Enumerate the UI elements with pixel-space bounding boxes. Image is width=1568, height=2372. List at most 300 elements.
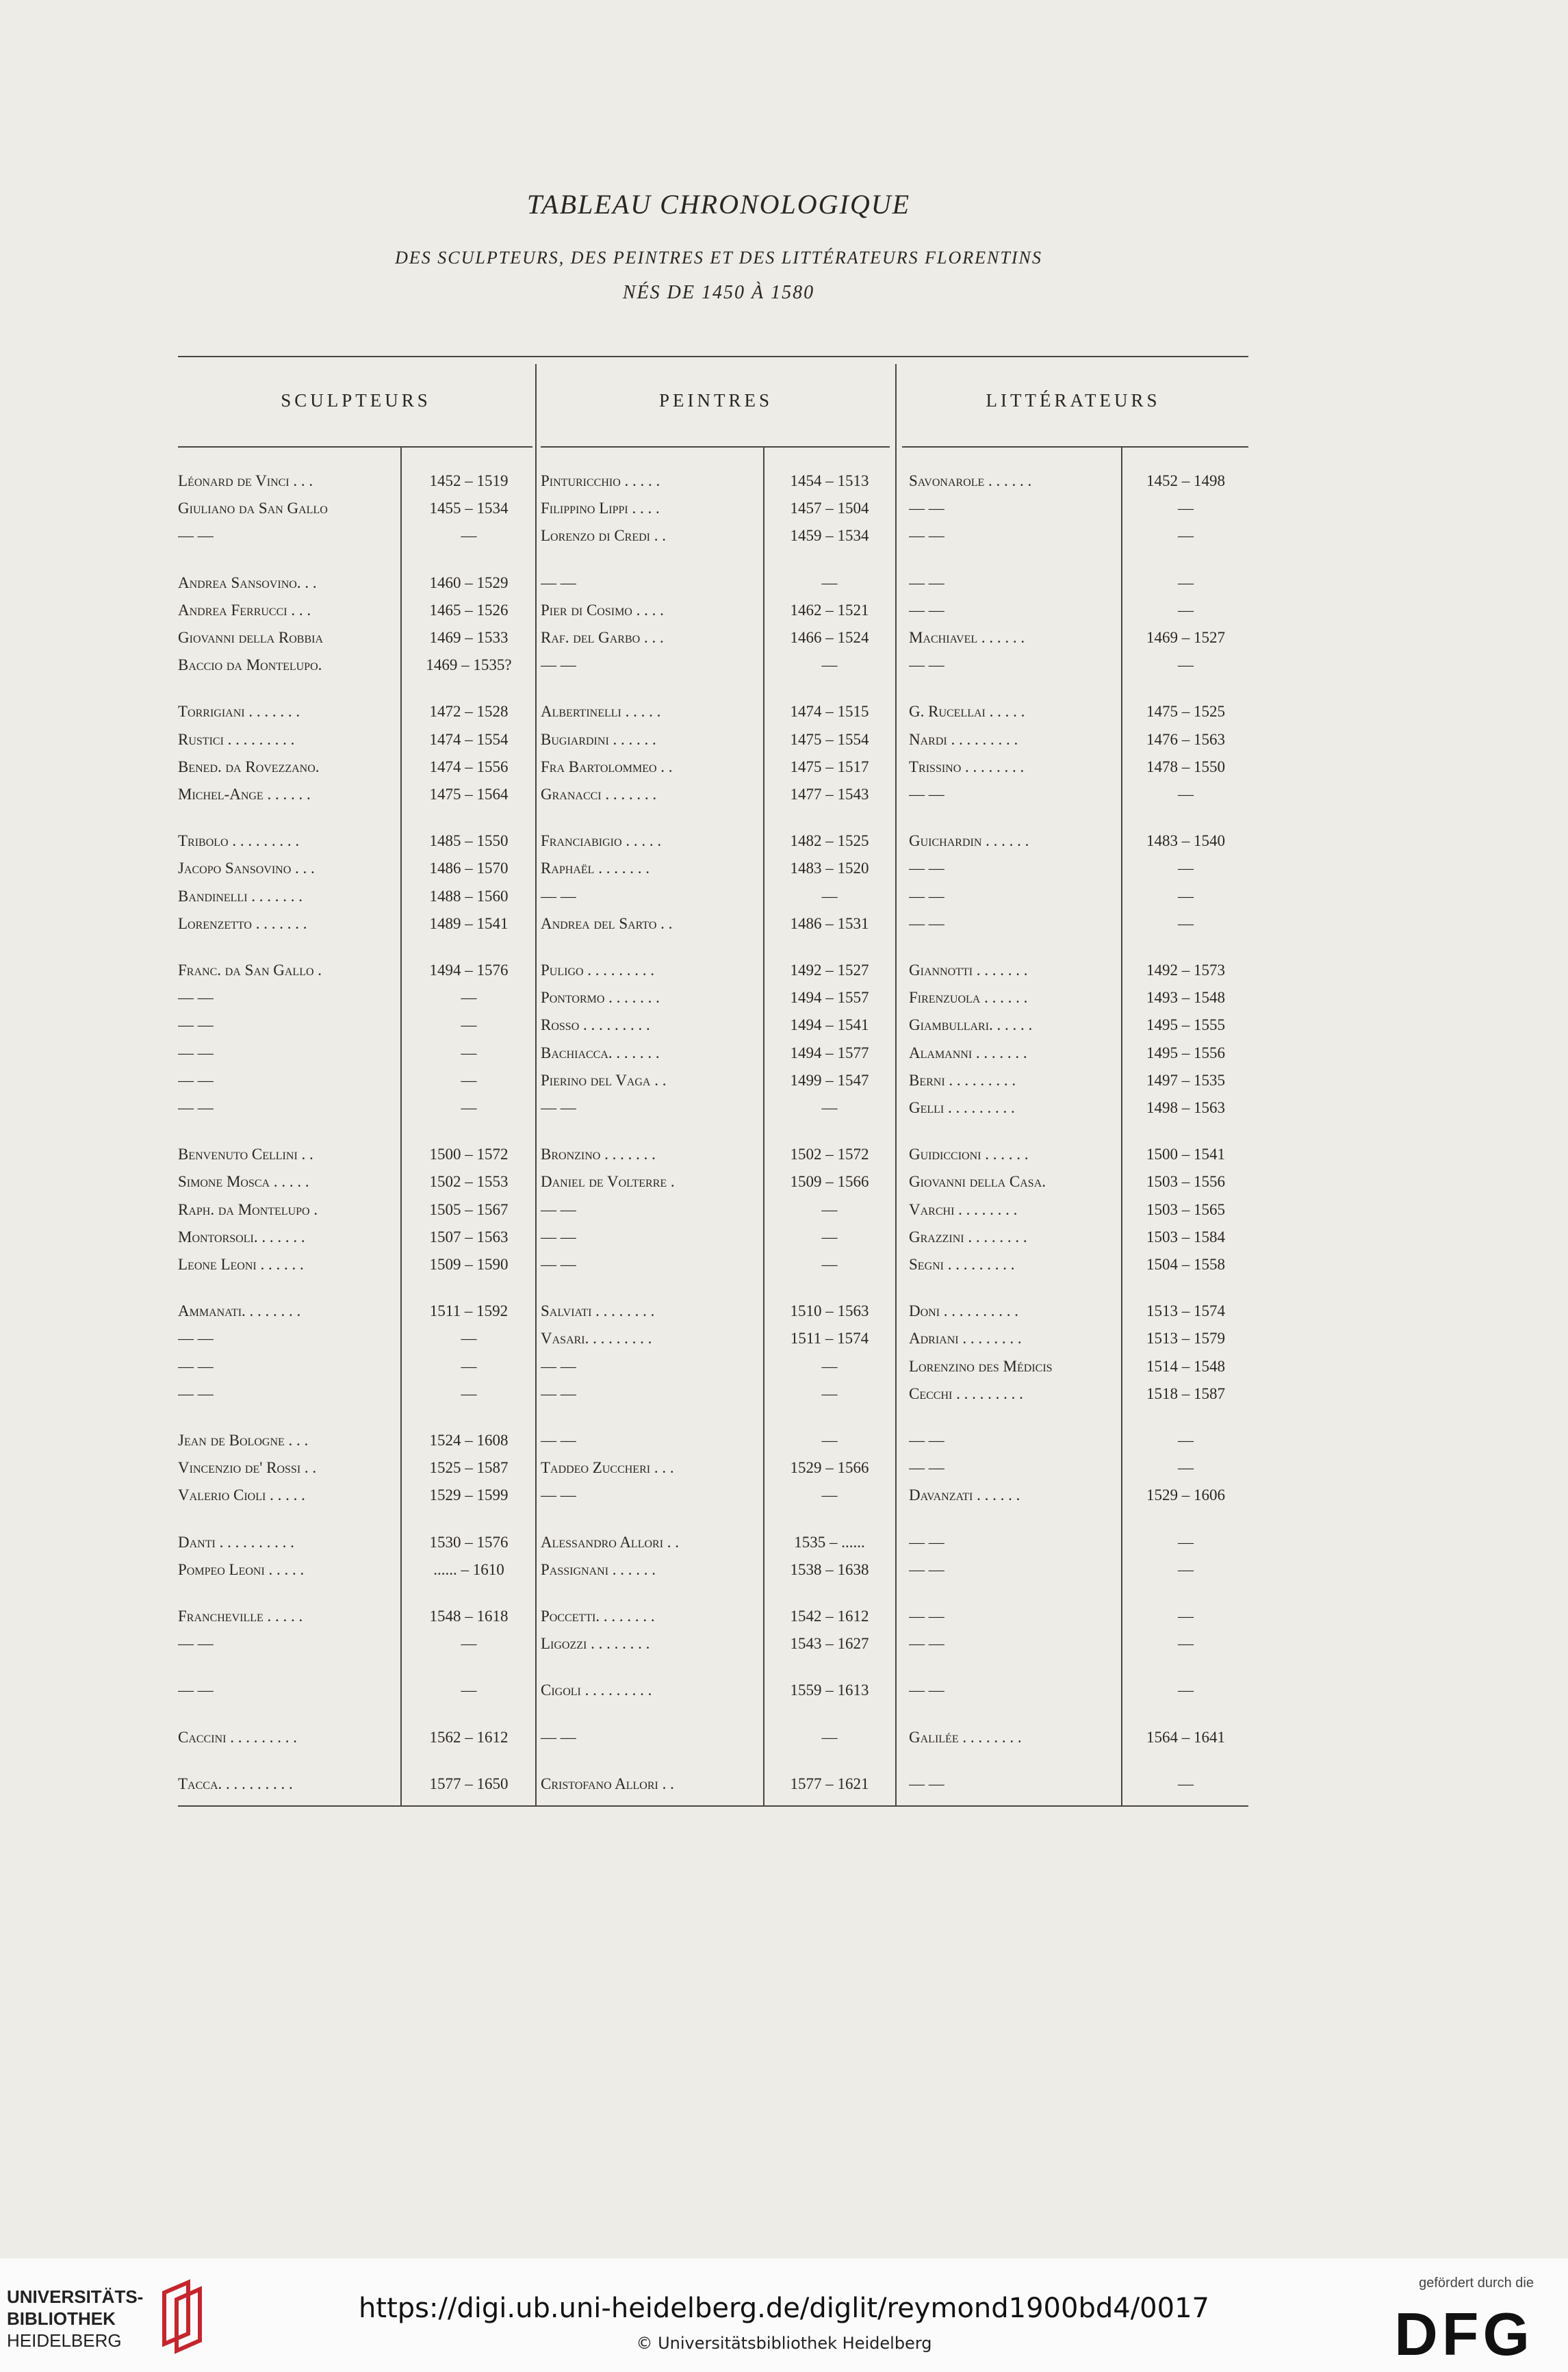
painter-name: — — xyxy=(541,1432,576,1449)
sculptor-name: Danti . . . . . . . . . . xyxy=(178,1533,294,1551)
sculptor-name: Andrea Ferrucci . . . xyxy=(178,601,311,619)
writer-dates: — xyxy=(1178,1432,1194,1449)
sculptor-dates: — xyxy=(461,527,477,545)
painter-dates: — xyxy=(821,573,838,591)
painter-name: — — xyxy=(541,1228,576,1246)
sculptor-dates: — xyxy=(461,1071,477,1089)
writer-name: — — xyxy=(909,527,944,545)
writer-name: Gelli . . . . . . . . . xyxy=(909,1099,1015,1116)
writer-name: G. Rucellai . . . . . xyxy=(909,703,1025,721)
sculptor-dates: — xyxy=(461,1099,477,1116)
painter-dates: — xyxy=(821,1728,838,1746)
painter-dates: 1454 – 1513 xyxy=(790,472,869,489)
writer-name: — — xyxy=(909,887,944,905)
writer-dates: 1529 – 1606 xyxy=(1146,1486,1225,1504)
painter-dates: 1482 – 1525 xyxy=(790,832,869,850)
sculptor-dates: — xyxy=(461,989,477,1007)
painter-dates: 1457 – 1504 xyxy=(790,500,869,517)
writer-dates: — xyxy=(1178,914,1194,932)
sculptor-dates: 1469 – 1535? xyxy=(426,656,512,674)
sculptor-dates: 1475 – 1564 xyxy=(429,786,509,803)
writer-name: — — xyxy=(909,1635,944,1653)
table-row xyxy=(178,1201,1248,1227)
painter-dates: 1559 – 1613 xyxy=(790,1681,869,1699)
painter-name: Rosso . . . . . . . . . xyxy=(541,1016,650,1034)
writer-dates: 1483 – 1540 xyxy=(1146,832,1225,850)
writer-dates: 1518 – 1587 xyxy=(1146,1384,1225,1402)
painter-dates: 1492 – 1527 xyxy=(790,962,869,979)
sculptor-name: — — xyxy=(178,527,214,545)
table-row xyxy=(178,1635,1248,1661)
table-row xyxy=(178,527,1248,553)
page-subtitle: DES SCULPTEURS, DES PEINTRES ET DES LITTÉRATEURS FLORENTINS xyxy=(395,248,1042,268)
sculptor-name: Jacopo Sansovino . . . xyxy=(178,860,315,877)
sculptor-name: Montorsoli. . . . . . . xyxy=(178,1228,305,1246)
writer-name: Segni . . . . . . . . . xyxy=(909,1256,1015,1273)
sculptor-name: Simone Mosca . . . . . xyxy=(178,1173,309,1191)
writer-name: Giambullari. . . . . . xyxy=(909,1016,1033,1034)
painter-name: Passignani . . . . . . xyxy=(541,1560,656,1578)
painter-dates: 1529 – 1566 xyxy=(790,1459,869,1477)
sculptor-dates: 1562 – 1612 xyxy=(429,1728,509,1746)
sculptor-dates: 1486 – 1570 xyxy=(429,860,509,877)
painter-name: Taddeo Zuccheri . . . xyxy=(541,1459,674,1477)
writer-name: Trissino . . . . . . . . xyxy=(909,758,1025,775)
painter-dates: 1466 – 1524 xyxy=(790,629,869,646)
writer-dates: — xyxy=(1178,887,1194,905)
sculptor-dates: 1488 – 1560 xyxy=(429,887,509,905)
table-row xyxy=(178,1072,1248,1098)
writer-dates: 1513 – 1574 xyxy=(1146,1302,1225,1320)
painter-name: — — xyxy=(541,1728,576,1746)
painter-dates: 1483 – 1520 xyxy=(790,860,869,877)
writer-dates: — xyxy=(1178,500,1194,517)
writer-dates: — xyxy=(1178,1775,1194,1792)
writer-dates: 1513 – 1579 xyxy=(1146,1330,1225,1348)
painter-dates: 1543 – 1627 xyxy=(790,1635,869,1653)
painter-dates: — xyxy=(821,887,838,905)
writer-dates: — xyxy=(1178,1459,1194,1477)
writer-name: — — xyxy=(909,860,944,877)
column-header-peintres: PEINTRES xyxy=(658,390,773,411)
page-subtitle-dates: NÉS DE 1450 À 1580 xyxy=(622,282,815,303)
sculptor-dates: — xyxy=(461,1016,477,1034)
table-row xyxy=(178,1358,1248,1384)
table-row xyxy=(178,786,1248,812)
painter-dates: 1462 – 1521 xyxy=(790,601,869,619)
sculptor-name: Lorenzetto . . . . . . . xyxy=(178,914,307,932)
painter-dates: 1494 – 1541 xyxy=(790,1016,869,1034)
page-title: TABLEAU CHRONOLOGIQUE xyxy=(526,189,911,220)
sculptor-name: Raph. da Montelupo . xyxy=(178,1200,318,1218)
table-row xyxy=(178,1608,1248,1634)
writer-name: — — xyxy=(909,1608,944,1625)
table-row xyxy=(178,1432,1248,1458)
painter-name: Filippino Lippi . . . . xyxy=(541,500,660,517)
sculptor-name: Francheville . . . . . xyxy=(178,1608,303,1625)
writer-name: Giannotti . . . . . . . xyxy=(909,962,1028,979)
table-row xyxy=(178,1016,1248,1042)
column-header-litterateurs: LITTÉRATEURS xyxy=(986,390,1161,411)
sculptor-name: Vincenzio de' Rossi . . xyxy=(178,1459,317,1477)
table-row xyxy=(178,602,1248,628)
table-row xyxy=(178,1173,1248,1199)
sculptor-name: Ammanati. . . . . . . . xyxy=(178,1302,301,1320)
painter-dates: — xyxy=(821,1432,838,1449)
sculptor-dates: 1524 – 1608 xyxy=(429,1432,509,1449)
table-bottom-rule xyxy=(178,1805,1248,1807)
writer-dates: 1500 – 1541 xyxy=(1146,1146,1225,1163)
table-row xyxy=(178,500,1248,526)
painter-name: Raphaël . . . . . . . xyxy=(541,860,650,877)
writer-name: Adriani . . . . . . . . xyxy=(909,1330,1022,1348)
sculptor-name: — — xyxy=(178,1384,214,1402)
table-row xyxy=(178,629,1248,655)
painter-dates: 1475 – 1554 xyxy=(790,730,869,748)
writer-dates: 1492 – 1573 xyxy=(1146,962,1225,979)
sculptor-dates: 1511 – 1592 xyxy=(429,1302,509,1320)
sculptor-name: Giuliano da San Gallo xyxy=(178,500,328,517)
writer-dates: 1504 – 1558 xyxy=(1146,1256,1225,1273)
sculptor-name: Bened. da Rovezzano. xyxy=(178,758,320,775)
sculptor-dates: 1485 – 1550 xyxy=(429,832,509,850)
permalink-url[interactable]: https://digi.ub.uni-heidelberg.de/diglit/reymond1900bd4/0017 xyxy=(359,2293,1209,2324)
sculptor-name: Giovanni della Robbia xyxy=(178,629,324,646)
library-name-line2: BIBLIOTHEK xyxy=(7,2308,116,2329)
sculptor-name: — — xyxy=(178,989,214,1007)
header-rule-middle xyxy=(541,446,890,448)
sculptor-name: — — xyxy=(178,1635,214,1653)
writer-dates: 1495 – 1556 xyxy=(1146,1044,1225,1061)
table-row xyxy=(178,1256,1248,1282)
viewer-footer xyxy=(0,2258,1568,2372)
table-row xyxy=(178,1146,1248,1172)
sculptor-dates: 1509 – 1590 xyxy=(429,1256,509,1273)
writer-dates: — xyxy=(1178,786,1194,803)
writer-dates: 1495 – 1555 xyxy=(1146,1016,1225,1034)
writer-dates: — xyxy=(1178,601,1194,619)
writer-dates: — xyxy=(1178,1635,1194,1653)
table-row xyxy=(178,1385,1248,1411)
sculptor-dates: 1525 – 1587 xyxy=(429,1459,509,1477)
sculptor-name: Caccini . . . . . . . . . xyxy=(178,1728,297,1746)
painter-dates: — xyxy=(821,1486,838,1504)
painter-dates: — xyxy=(821,656,838,674)
sculptor-dates: 1530 – 1576 xyxy=(429,1533,509,1551)
writer-name: — — xyxy=(909,1432,944,1449)
library-name-line3: HEIDELBERG xyxy=(7,2330,122,2351)
sculptor-dates: ...... – 1610 xyxy=(433,1560,504,1578)
table-row xyxy=(178,1534,1248,1560)
writer-dates: 1497 – 1535 xyxy=(1146,1071,1225,1089)
sculptor-name: Torrigiani . . . . . . . xyxy=(178,703,300,721)
sculptor-name: — — xyxy=(178,1681,214,1699)
table-row xyxy=(178,1775,1248,1801)
painter-name: Andrea del Sarto . . xyxy=(541,914,673,932)
painter-name: Cigoli . . . . . . . . . xyxy=(541,1681,652,1699)
sculptor-name: Valerio Cioli . . . . . xyxy=(178,1486,305,1504)
sculptor-dates: 1494 – 1576 xyxy=(429,962,509,979)
painter-dates: — xyxy=(821,1384,838,1402)
sculptor-dates: 1548 – 1618 xyxy=(429,1608,509,1625)
sculptor-name: Tribolo . . . . . . . . . xyxy=(178,832,300,850)
writer-dates: 1503 – 1556 xyxy=(1146,1173,1225,1191)
painter-dates: 1475 – 1517 xyxy=(790,758,869,775)
writer-dates: 1514 – 1548 xyxy=(1146,1357,1225,1375)
painter-name: — — xyxy=(541,656,576,674)
sculptor-name: Tacca. . . . . . . . . . xyxy=(178,1775,293,1792)
sculptor-name: Pompeo Leoni . . . . . xyxy=(178,1560,305,1578)
painter-name: Daniel de Volterre . xyxy=(541,1173,675,1191)
sculptor-dates: 1474 – 1554 xyxy=(429,730,509,748)
sculptor-name: Benvenuto Cellini . . xyxy=(178,1146,313,1163)
sculptor-name: — — xyxy=(178,1071,214,1089)
writer-dates: 1564 – 1641 xyxy=(1146,1728,1225,1746)
table-row xyxy=(178,472,1248,498)
painter-name: Pierino del Vaga . . xyxy=(541,1071,667,1089)
sculptor-dates: — xyxy=(461,1635,477,1653)
painter-dates: 1538 – 1638 xyxy=(790,1560,869,1578)
writer-dates: 1498 – 1563 xyxy=(1146,1099,1225,1116)
painter-dates: 1510 – 1563 xyxy=(790,1302,869,1320)
writer-name: Savonarole . . . . . . xyxy=(909,472,1032,489)
table-row xyxy=(178,1681,1248,1707)
table-row xyxy=(178,1459,1248,1485)
painter-name: Albertinelli . . . . . xyxy=(541,703,661,721)
sculptor-dates: — xyxy=(461,1681,477,1699)
copyright-text: © Universitätsbibliothek Heidelberg xyxy=(636,2334,932,2353)
writer-dates: 1475 – 1525 xyxy=(1146,703,1225,721)
writer-name: — — xyxy=(909,786,944,803)
painter-name: Pontormo . . . . . . . xyxy=(541,989,660,1007)
writer-name: Guidiccioni . . . . . . xyxy=(909,1146,1029,1163)
sculptor-dates: 1505 – 1567 xyxy=(429,1200,509,1218)
painter-name: Bachiacca. . . . . . . xyxy=(541,1044,660,1061)
table-top-rule xyxy=(178,356,1248,357)
writer-name: Cecchi . . . . . . . . . xyxy=(909,1384,1023,1402)
table-row xyxy=(178,860,1248,886)
writer-dates: — xyxy=(1178,1533,1194,1551)
writer-name: — — xyxy=(909,500,944,517)
sculptor-dates: 1465 – 1526 xyxy=(429,601,509,619)
painter-name: Vasari. . . . . . . . . xyxy=(541,1330,652,1348)
painter-dates: 1542 – 1612 xyxy=(790,1608,869,1625)
painter-name: — — xyxy=(541,573,576,591)
writer-name: — — xyxy=(909,1775,944,1792)
writer-name: — — xyxy=(909,1560,944,1578)
sculptor-dates: 1500 – 1572 xyxy=(429,1146,509,1163)
painter-dates: 1486 – 1531 xyxy=(790,914,869,932)
sculptor-dates: 1502 – 1553 xyxy=(429,1173,509,1191)
table-row xyxy=(178,832,1248,858)
table-row xyxy=(178,1228,1248,1254)
sculptor-name: — — xyxy=(178,1044,214,1061)
sculptor-name: Baccio da Montelupo. xyxy=(178,656,322,674)
funded-by-label: gefördert durch die xyxy=(1419,2276,1534,2291)
writer-name: — — xyxy=(909,1681,944,1699)
painter-dates: — xyxy=(821,1099,838,1116)
table-row xyxy=(178,1729,1248,1755)
sculptor-dates: — xyxy=(461,1384,477,1402)
writer-name: Grazzini . . . . . . . . xyxy=(909,1228,1027,1246)
sculptor-dates: 1455 – 1534 xyxy=(429,500,509,517)
table-row xyxy=(178,1302,1248,1328)
table-row xyxy=(178,888,1248,914)
writer-dates: 1503 – 1565 xyxy=(1146,1200,1225,1218)
painter-name: Pier di Cosimo . . . . xyxy=(541,601,664,619)
table-row xyxy=(178,962,1248,988)
painter-name: — — xyxy=(541,1256,576,1273)
sculptor-dates: 1529 – 1599 xyxy=(429,1486,509,1504)
header-rule-right xyxy=(902,446,1248,448)
writer-dates: 1476 – 1563 xyxy=(1146,730,1225,748)
writer-dates: — xyxy=(1178,1608,1194,1625)
sculptor-dates: — xyxy=(461,1357,477,1375)
painter-dates: 1502 – 1572 xyxy=(790,1146,869,1163)
painter-dates: — xyxy=(821,1256,838,1273)
painter-name: Granacci . . . . . . . xyxy=(541,786,657,803)
painter-dates: — xyxy=(821,1200,838,1218)
writer-name: Galilée . . . . . . . . xyxy=(909,1728,1022,1746)
painter-name: — — xyxy=(541,1200,576,1218)
sculptor-name: Jean de Bologne . . . xyxy=(178,1432,309,1449)
painter-dates: 1494 – 1557 xyxy=(790,989,869,1007)
writer-dates: — xyxy=(1178,656,1194,674)
sculptor-name: — — xyxy=(178,1330,214,1348)
table-row xyxy=(178,703,1248,729)
sculptor-name: Rustici . . . . . . . . . xyxy=(178,730,295,748)
painter-dates: 1511 – 1574 xyxy=(790,1330,869,1348)
writer-name: Varchi . . . . . . . . xyxy=(909,1200,1018,1218)
sculptor-dates: 1460 – 1529 xyxy=(429,573,509,591)
writer-name: — — xyxy=(909,573,944,591)
painter-name: Pinturicchio . . . . . xyxy=(541,472,660,489)
sculptor-dates: 1474 – 1556 xyxy=(429,758,509,775)
painter-name: Fra Bartolommeo . . xyxy=(541,758,673,775)
painter-name: — — xyxy=(541,1384,576,1402)
table-row xyxy=(178,1099,1248,1125)
table-row xyxy=(178,1044,1248,1070)
writer-name: Guichardin . . . . . . xyxy=(909,832,1029,850)
sculptor-name: Michel-Ange . . . . . . xyxy=(178,786,311,803)
painter-name: Poccetti. . . . . . . . xyxy=(541,1608,655,1625)
sculptor-dates: — xyxy=(461,1044,477,1061)
sculptor-dates: — xyxy=(461,1330,477,1348)
painter-name: — — xyxy=(541,1357,576,1375)
writer-name: Doni . . . . . . . . . . xyxy=(909,1302,1019,1320)
table-row xyxy=(178,758,1248,784)
painter-dates: 1499 – 1547 xyxy=(790,1071,869,1089)
writer-dates: 1503 – 1584 xyxy=(1146,1228,1225,1246)
table-row xyxy=(178,656,1248,682)
sculptor-dates: 1489 – 1541 xyxy=(429,914,509,932)
painter-name: Franciabigio . . . . . xyxy=(541,832,662,850)
table-row xyxy=(178,989,1248,1015)
sculptor-name: — — xyxy=(178,1357,214,1375)
writer-name: Nardi . . . . . . . . . xyxy=(909,730,1018,748)
writer-name: Giovanni della Casa. xyxy=(909,1173,1046,1191)
chronology-table xyxy=(178,356,1248,1807)
painter-dates: — xyxy=(821,1228,838,1246)
column-header-sculpteurs: SCULPTEURS xyxy=(281,390,431,411)
writer-dates: — xyxy=(1178,573,1194,591)
painter-name: — — xyxy=(541,1486,576,1504)
sculptor-dates: 1469 – 1533 xyxy=(429,629,509,646)
sculptor-name: Leone Leoni . . . . . . xyxy=(178,1256,304,1273)
dfg-logo[interactable]: DFG xyxy=(1394,2300,1534,2368)
writer-name: Alamanni . . . . . . . xyxy=(909,1044,1027,1061)
painter-dates: 1477 – 1543 xyxy=(790,786,869,803)
sculptor-name: Franc. da San Gallo . xyxy=(178,962,322,979)
header-rule-left xyxy=(178,446,532,448)
writer-dates: 1452 – 1498 xyxy=(1146,472,1225,489)
sculptor-dates: 1507 – 1563 xyxy=(429,1228,509,1246)
table-row xyxy=(178,1561,1248,1587)
writer-name: — — xyxy=(909,1533,944,1551)
painter-dates: — xyxy=(821,1357,838,1375)
painter-dates: 1494 – 1577 xyxy=(790,1044,869,1061)
sculptor-name: — — xyxy=(178,1099,214,1116)
painter-name: Bugiardini . . . . . . xyxy=(541,730,656,748)
table-row xyxy=(178,731,1248,757)
sculptor-name: Andrea Sansovino. . . xyxy=(178,573,317,591)
painter-dates: 1535 – ...... xyxy=(794,1533,865,1551)
writer-name: Berni . . . . . . . . . xyxy=(909,1071,1016,1089)
painter-name: Raf. del Garbo . . . xyxy=(541,629,664,646)
painter-name: Alessandro Allori . . xyxy=(541,1533,680,1551)
sculptor-name: Léonard de Vinci . . . xyxy=(178,472,313,489)
writer-dates: — xyxy=(1178,527,1194,545)
writer-name: Firenzuola . . . . . . xyxy=(909,989,1028,1007)
writer-name: — — xyxy=(909,656,944,674)
painter-name: Bronzino . . . . . . . xyxy=(541,1146,656,1163)
writer-dates: — xyxy=(1178,1681,1194,1699)
painter-dates: 1577 – 1621 xyxy=(790,1775,869,1792)
sculptor-dates: 1452 – 1519 xyxy=(429,472,509,489)
painter-name: — — xyxy=(541,1099,576,1116)
library-name-line1: UNIVERSITÄTS- xyxy=(7,2286,144,2307)
painter-name: Lorenzo di Credi . . xyxy=(541,527,666,545)
table-row xyxy=(178,915,1248,941)
painter-dates: 1459 – 1534 xyxy=(790,527,869,545)
painter-name: Puligo . . . . . . . . . xyxy=(541,962,655,979)
writer-dates: 1469 – 1527 xyxy=(1146,629,1225,646)
painter-name: Ligozzi . . . . . . . . xyxy=(541,1635,650,1653)
painter-dates: 1509 – 1566 xyxy=(790,1173,869,1191)
writer-dates: 1493 – 1548 xyxy=(1146,989,1225,1007)
sculptor-name: Bandinelli . . . . . . . xyxy=(178,887,303,905)
painter-name: Cristofano Allori . . xyxy=(541,1775,674,1792)
writer-name: — — xyxy=(909,914,944,932)
sculptor-dates: 1577 – 1650 xyxy=(429,1775,509,1792)
writer-name: — — xyxy=(909,601,944,619)
writer-dates: — xyxy=(1178,860,1194,877)
writer-name: — — xyxy=(909,1459,944,1477)
painter-name: Salviati . . . . . . . . xyxy=(541,1302,655,1320)
painter-name: — — xyxy=(541,887,576,905)
writer-name: Davanzati . . . . . . xyxy=(909,1486,1020,1504)
painter-dates: 1474 – 1515 xyxy=(790,703,869,721)
table-row xyxy=(178,574,1248,600)
sculptor-dates: 1472 – 1528 xyxy=(429,703,509,721)
table-row xyxy=(178,1330,1248,1356)
writer-dates: 1478 – 1550 xyxy=(1146,758,1225,775)
sculptor-name: — — xyxy=(178,1016,214,1034)
writer-name: Machiavel . . . . . . xyxy=(909,629,1025,646)
table-row xyxy=(178,1486,1248,1512)
writer-name: Lorenzino des Médicis xyxy=(909,1357,1053,1375)
writer-dates: — xyxy=(1178,1560,1194,1578)
